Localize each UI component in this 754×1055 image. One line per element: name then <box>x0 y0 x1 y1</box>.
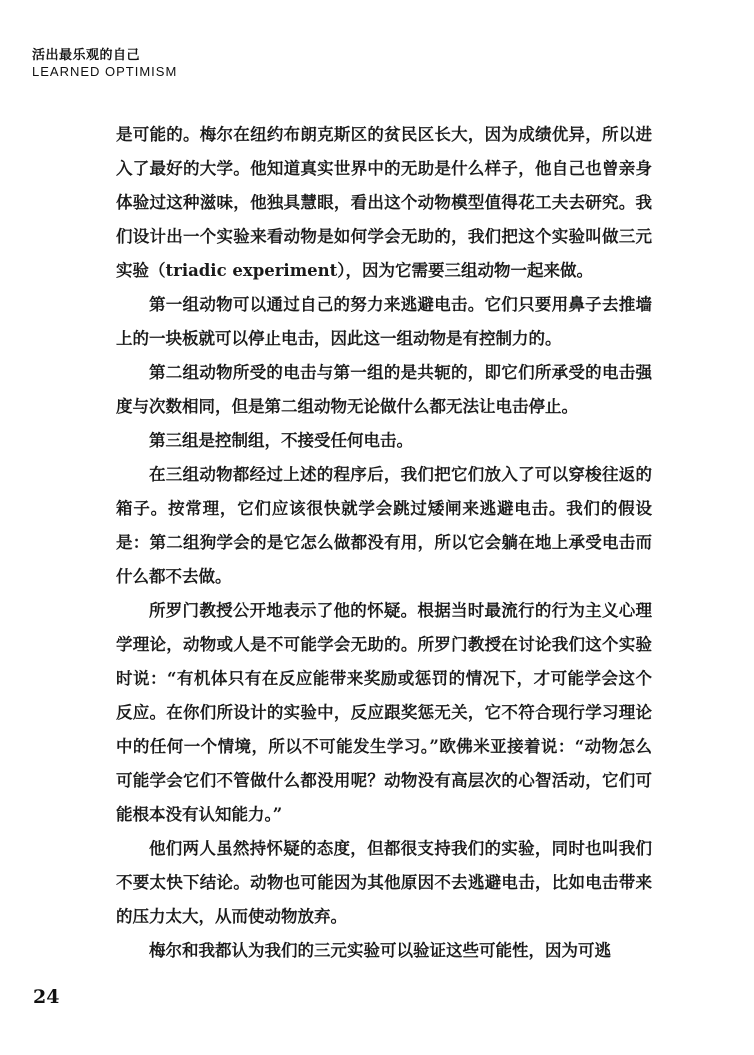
paragraph: 第二组动物所受的电击与第一组的是共轭的，即它们所承受的电击强度与次数相同，但是第二组动物无论做什么都无法让电击停止。 <box>116 363 652 416</box>
book-title-english: LEARNED OPTIMISM <box>32 64 178 79</box>
paragraph: 梅尔和我都认为我们的三元实验可以验证这些可能性，因为可逃 <box>149 941 611 960</box>
paragraph: 他们两人虽然持怀疑的态度，但都很支持我们的实验，同时也叫我们不要太快下结论。动物也可能因为其他原因不去逃避电击，比如电击带来的压力太大，从而使动物放弃。 <box>116 839 652 926</box>
running-header <box>32 48 232 79</box>
book-title-chinese: 活出最乐观的自己 <box>32 48 141 63</box>
paragraph: 所罗门教授公开地表示了他的怀疑。根据当时最流行的行为主义心理学理论，动物或人是不可能学会无助的。所罗门教授在讨论我们这个实验时说：“有机体只有在反应能带来奖励或惩罚的情况下，才可能学会这个反应。在你们所设计的实验中，反应跟奖惩无关，它不符合现行学习理论中的任何一个情境，所以不可能发生学习。”欧佛米亚接着说：“动物怎么可能学会它们不管做什么都没用呢？动物没有高层次的心智活动，它们可能根本没有认知能力。” <box>116 601 652 824</box>
paragraph: 第一组动物可以通过自己的努力来逃避电击。它们只要用鼻子去推墙上的一块板就可以停止电击，因此这一组动物是有控制力的。 <box>116 295 652 348</box>
paragraph-continued: 是可能的。梅尔在纽约布朗克斯区的贫民区长大，因为成绩优异，所以进入了最好的大学。他知道真实世界中的无助是什么样子，他自己也曾亲身体验过这种滋味，他独具慧眼，看出这个动物模型值得花工夫去研究。我们设计出一个实验来看动物是如何学会无助的，我们把这个实验叫做三元实验（triadic experiment），因为它需要三组动物一起来做。 <box>116 125 652 280</box>
body-text <box>116 118 652 968</box>
page-number: 24 <box>33 986 60 1008</box>
paragraph: 第三组是控制组，不接受任何电击。 <box>149 431 413 450</box>
paragraph: 在三组动物都经过上述的程序后，我们把它们放入了可以穿梭往返的箱子。按常理，它们应该很快就学会跳过矮闸来逃避电击。我们的假设是：第二组狗学会的是它怎么做都没有用，所以它会躺在地上承受电击而什么都不去做。 <box>116 465 652 586</box>
